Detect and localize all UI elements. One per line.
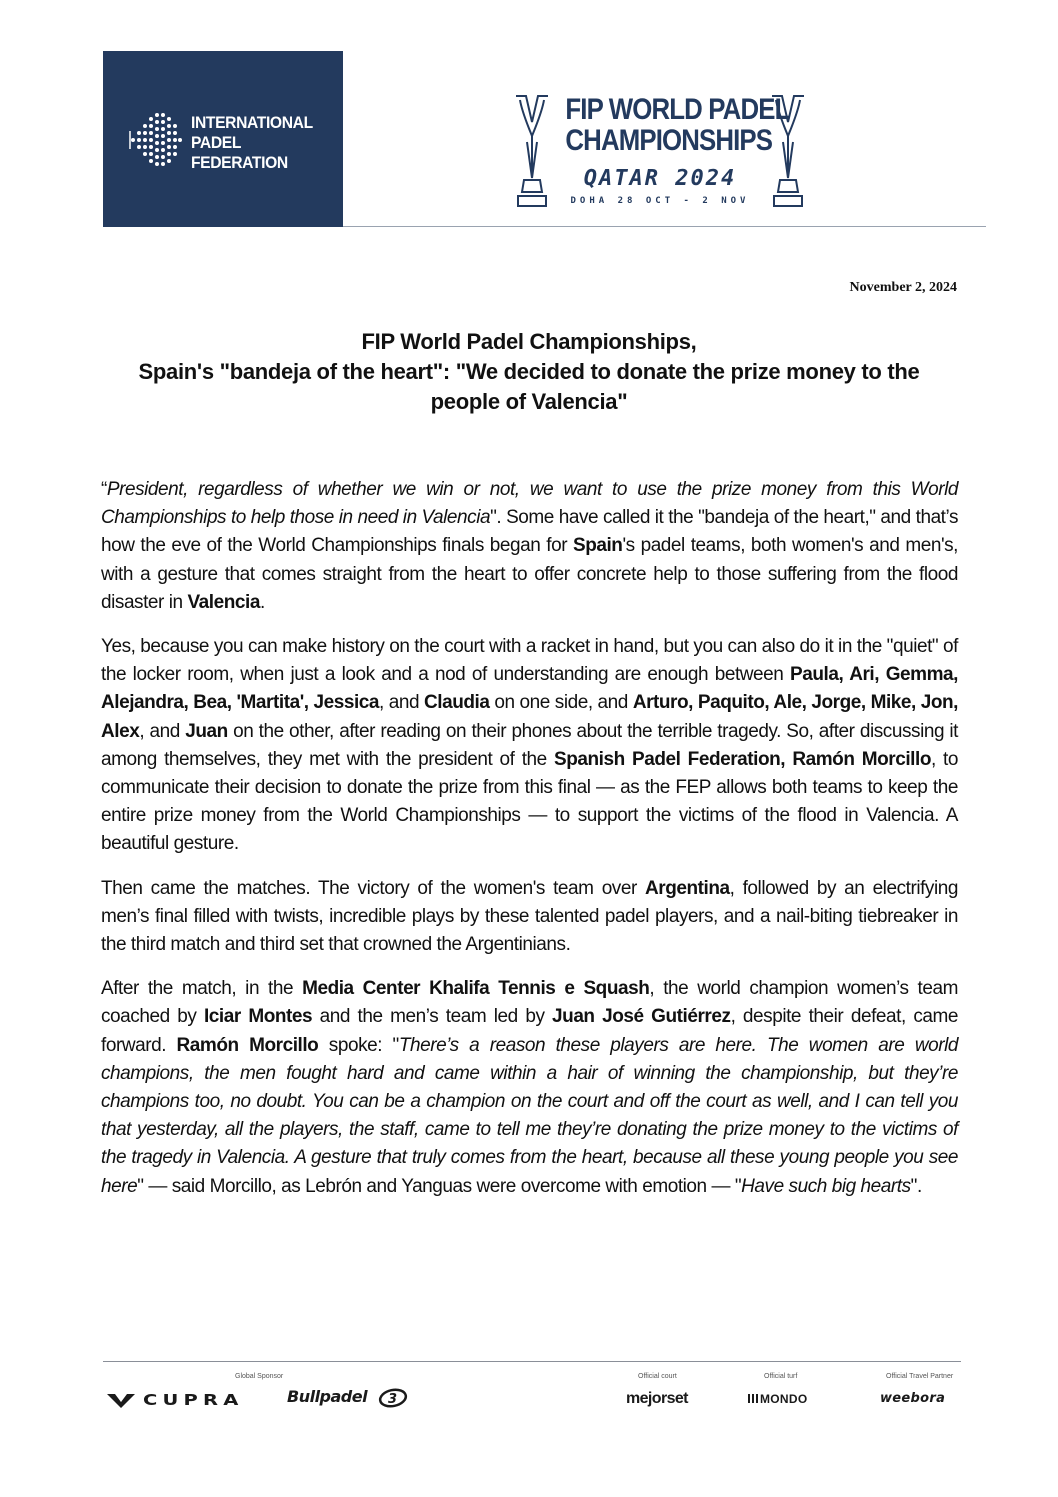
global-sponsor-label: Global Sponsor <box>235 1373 284 1380</box>
paragraph <box>101 476 958 617</box>
article-body <box>101 476 958 1217</box>
text-run: , the world champion women’s team coached by <box>101 978 958 1028</box>
championships-title-line-2: CHAMPIONSHIPS <box>565 124 773 157</box>
text-run: After the match, in the <box>101 978 303 1000</box>
text-run: and the men’s team led by <box>312 1006 553 1028</box>
championships-subtitle: QATAR 2024 <box>583 166 737 191</box>
footer-divider <box>103 1361 961 1362</box>
bold-text: Spain <box>572 535 623 557</box>
ipf-logo <box>103 51 343 227</box>
bold-text: Spanish Padel Federation, Ramón Morcillo <box>554 748 931 770</box>
cupra-logo: CUPRA <box>143 1391 244 1409</box>
bold-text: Ramón Morcillo <box>176 1034 319 1056</box>
paragraph <box>101 633 958 859</box>
text-run: “ <box>101 479 107 500</box>
text-run: Then came the matches. The victory of the women's team over <box>101 877 645 899</box>
bold-text: Valencia <box>187 591 260 613</box>
document-title <box>100 327 958 417</box>
ipf-wordmark <box>191 113 313 173</box>
italic-text: President, regardless of whether we win or not, we want to use the prize money from this World Championships to help those in need in Valencia <box>101 479 958 529</box>
svg-text:3: 3 <box>388 1392 398 1407</box>
text-run: , despite their defeat, came forward. <box>101 1006 959 1056</box>
weebora-logo: weebora <box>880 1391 946 1406</box>
text-run: , and <box>139 720 186 742</box>
bold-text: Claudia <box>424 692 490 714</box>
bold-text: Iciar Montes <box>203 1006 313 1028</box>
bold-text: Media Center Khalifa Tennis e Squash <box>302 978 650 1000</box>
ipf-line-3: FEDERATION <box>191 153 288 172</box>
ipf-dots-icon <box>127 109 185 171</box>
trophy-icon <box>768 92 808 210</box>
text-run: , followed by an electrifying men’s final filled with twists, incredible plays by these talented padel players, and a nail-biting tiebreaker in the third match and third set that crowned the Argentinians. <box>101 877 958 956</box>
mondo-logo: MONDO <box>760 1392 808 1406</box>
document-date: November 2, 2024 <box>849 280 957 295</box>
trophy-icon <box>512 92 552 210</box>
title-line-1: FIP World Padel Championships, <box>361 329 697 354</box>
championships-dates: DOHA 28 OCT - 2 NOV <box>570 196 750 206</box>
text-run: on one side, and <box>489 692 633 714</box>
mejorset-logo: mejorset <box>626 1390 688 1407</box>
bold-text: Arturo, Paquito, Ale, Jorge, Mike, Jon, Alex <box>101 692 959 742</box>
text-run: Yes, because you can make history on the court with a racket in hand, but you can also do it in the "quiet" of the locker room, when just a look and a nod of understanding are enough between <box>101 636 958 686</box>
ipf-line-1: INTERNATIONAL <box>191 113 313 132</box>
bullpadel-ring-icon <box>376 1387 408 1409</box>
bold-text: Juan José Gutiérrez <box>552 1006 731 1028</box>
text-run: , and <box>379 692 425 714</box>
title-line-2: Spain's "bandeja of the heart": "We decided to donate the prize money to the <box>138 359 920 384</box>
bold-text: Paula, Ari, Gemma, Alejandra, Bea, 'Martita', Jessica <box>101 664 958 714</box>
championships-logo <box>512 92 812 212</box>
bold-text: Argentina <box>645 877 730 899</box>
italic-text: Have such big hearts <box>741 1175 911 1197</box>
text-run: on the other, after reading on their phones about the terrible tragedy. So, after discussing it among themselves, they met with the president of the <box>101 720 959 770</box>
text-run: , to communicate their decision to donate the prize from this final — as the FEP allows both teams to keep the entire prize money from the World Championships — to support the victims of the flood in Valencia. A beautiful gesture. <box>101 748 958 855</box>
championships-title-line-1: FIP WORLD PADEL <box>565 93 790 126</box>
title-line-3: people of Valencia" <box>430 389 628 414</box>
text-run: 's padel teams, both women's and men's, with a gesture that comes straight from the heart to offer concrete help to those suffering from the flood disaster in <box>101 535 959 613</box>
text-run: " — said Morcillo, as Lebrón and Yanguas were overcome with emotion — " <box>137 1175 742 1197</box>
italic-text: There’s a reason these players are here. The women are world champions, the men fought hard and came within a hair of winning the championship, but they’re champions too, no doubt. You can be a champion on the court and off the court as well, and I can tell you that yesterday, all the players, the staff, came to tell me they’re donating the prize money to the victims of the tragedy in Valencia. A gesture that truly comes from the heart, because all these young people you see here <box>101 1034 958 1197</box>
paragraph <box>101 875 958 960</box>
cupra-logo-icon <box>106 1390 136 1410</box>
text-run: ". <box>910 1175 922 1197</box>
text-run: . <box>259 591 265 613</box>
bold-text: Juan <box>185 720 228 742</box>
official-travel-partner-label: Official Travel Partner <box>886 1373 954 1380</box>
text-run: spoke: " <box>318 1034 399 1056</box>
official-turf-label: Official turf <box>764 1373 798 1380</box>
header-divider <box>343 226 986 227</box>
text-run: ". Some have called it the "bandeja of the heart," and that’s how the eve of the World Championships finals began for <box>101 507 958 557</box>
championships-title <box>550 93 790 157</box>
ipf-line-2: PADEL <box>191 133 242 152</box>
bullpadel-logo: Bullpadel <box>287 1387 368 1406</box>
paragraph <box>101 975 958 1201</box>
official-court-label: Official court <box>638 1373 677 1380</box>
